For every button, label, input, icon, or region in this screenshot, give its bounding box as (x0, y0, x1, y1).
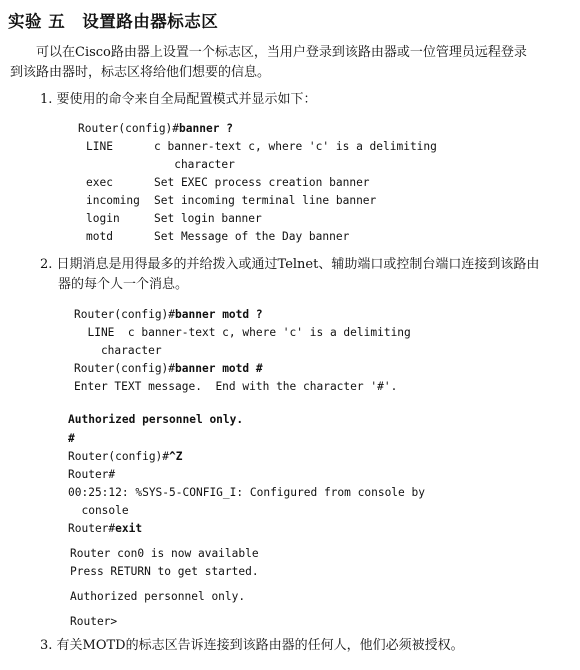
banner-option-desc: Set Message of the Day banner (154, 230, 350, 243)
code-prompt: Router(config)# (74, 308, 176, 321)
banner-option-desc: Set incoming terminal line banner (154, 194, 377, 207)
step-3-text: 3. 有关MOTD的标志区告诉连接到该路由器的任何人，他们必须被授权。 (40, 638, 464, 653)
intro-line-2: 到该路由器时，标志区将给他们想要的信息。 (10, 65, 271, 80)
code-line (74, 306, 263, 323)
code-line: character (74, 344, 162, 357)
banner-option-name: incoming (86, 194, 140, 207)
banner-option-name: login (86, 212, 120, 225)
banner-option-name: LINE (86, 140, 113, 153)
code-prompt: Router(config)# (78, 122, 180, 135)
code-line (68, 448, 183, 465)
code-line: LINE c banner-text c, where 'c' is a delimiting (74, 326, 411, 339)
code-line: console (68, 504, 129, 517)
code-command: banner motd # (175, 362, 263, 375)
banner-option-desc: c banner-text c, where 'c' is a delimiting (154, 140, 437, 153)
code-prompt: Router# (68, 522, 116, 535)
banner-text-input: Authorized personnel only. (68, 413, 244, 426)
code-prompt: Router(config)# (68, 450, 170, 463)
code-command: banner motd ? (175, 308, 263, 321)
page-title: 实验 五 设置路由器标志区 (8, 12, 219, 31)
code-command: banner ? (179, 122, 233, 135)
code-line: Router con0 is now available (70, 547, 259, 560)
code-line: Press RETURN to get started. (70, 565, 259, 578)
banner-option-desc: Set login banner (154, 212, 262, 225)
banner-delimiter: # (68, 432, 75, 445)
banner-option-name: exec (86, 176, 113, 189)
banner-option-desc: character (154, 158, 235, 171)
code-line: Authorized personnel only. (70, 590, 246, 603)
step-1-text: 1. 要使用的命令来自全局配置模式并显示如下： (40, 92, 317, 107)
step-2-text-line-1: 2. 日期消息是用得最多的并给拨入或通过Telnet、辅助端口或控制台端口连接到该路由 (40, 257, 540, 272)
banner-option-name: motd (86, 230, 113, 243)
code-line: 00:25:12: %SYS-5-CONFIG_I: Configured from console by (68, 486, 425, 499)
code-line: Enter TEXT message. End with the character '#'. (74, 380, 398, 393)
code-line: Router> (70, 615, 118, 628)
step-2-text-line-2: 器的每个人一个消息。 (58, 277, 189, 292)
code-prompt: Router(config)# (74, 362, 176, 375)
code-line (74, 360, 263, 377)
code-command: exit (115, 522, 143, 535)
code-command: ^Z (169, 450, 183, 463)
banner-option-desc: Set EXEC process creation banner (154, 176, 370, 189)
intro-line-1: 可以在Cisco路由器上设置一个标志区，当用户登录到该路由器或一位管理员远程登录 (36, 45, 527, 60)
code-line: Router# (68, 468, 116, 481)
code-line (78, 120, 233, 137)
code-line (68, 520, 142, 537)
